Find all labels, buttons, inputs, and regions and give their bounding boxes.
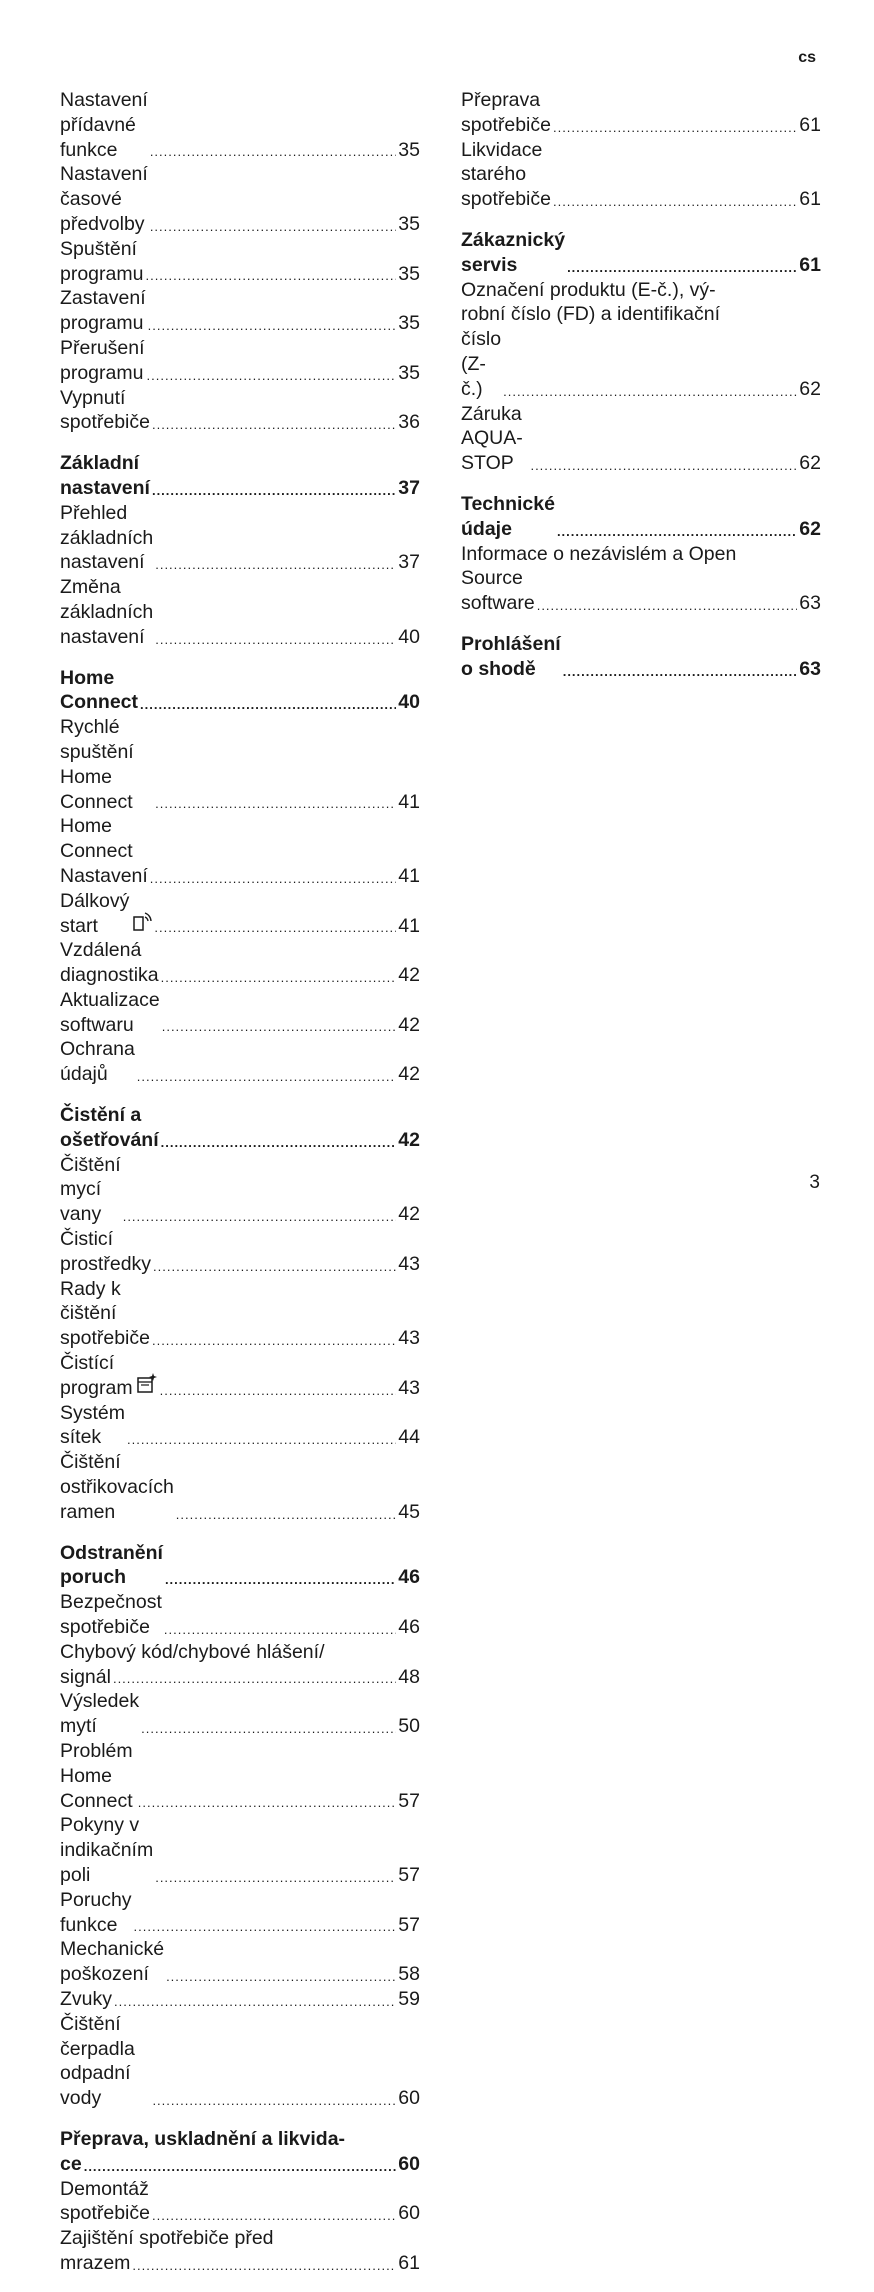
toc-page-number: 61 — [398, 2251, 420, 2274]
toc-leader-dots — [161, 1138, 397, 1148]
toc-page-number: 61 — [799, 113, 821, 136]
toc-leader-dots — [141, 1724, 396, 1734]
toc-entry-title: Zvuky — [60, 1987, 113, 2010]
toc-entry-zakaznicky-servis[interactable] — [461, 228, 821, 278]
toc-entry-title: Demontáž spotřebiče — [60, 2177, 150, 2225]
toc-entry-title: Source software — [461, 567, 535, 615]
toc-entry-zaruka-aqua-stop[interactable] — [461, 402, 821, 476]
toc-page-number: 42 — [398, 1063, 420, 1086]
toc-leader-dots — [176, 1510, 397, 1520]
toc-section — [461, 632, 821, 682]
toc-entry-title: Aktualizace softwaru — [60, 988, 160, 1036]
toc-leader-dots — [152, 486, 396, 496]
toc-entry-zakladni-nastaveni[interactable] — [60, 451, 420, 501]
toc-leader-dots — [150, 147, 396, 157]
toc-entry-title: Problém Home Connect — [60, 1740, 133, 1812]
toc-entry-title: Čištění mycí vany — [60, 1153, 121, 1226]
toc-entry-title: Změna základních nastavení — [60, 576, 154, 648]
toc-entry-title: robní číslo (FD) a identifikační — [461, 303, 721, 326]
toc-page-number: 40 — [398, 691, 420, 714]
toc-leader-dots — [138, 1798, 397, 1808]
toc-leader-dots — [155, 799, 396, 809]
toc-entry-title: Rychlé spuštění Home Connect — [60, 716, 134, 813]
toc-leader-dots — [563, 667, 798, 677]
toc-entry-ochrana-udaju[interactable] — [60, 1037, 420, 1087]
toc-entry-technicke-udaje[interactable] — [461, 492, 821, 542]
toc-leader-dots — [557, 527, 797, 537]
toc-entry-spusteni-programu[interactable] — [60, 237, 420, 287]
toc-page-number: 61 — [799, 253, 821, 276]
toc-page-number: 60 — [398, 2202, 420, 2225]
toc-page-number: 43 — [398, 1327, 420, 1350]
toc-entry-zvuky[interactable] — [60, 1987, 420, 2012]
toc-entry-title: Nastavení časové předvolby — [60, 163, 148, 235]
toc-entry-home-connect-nastaveni[interactable] — [60, 814, 420, 888]
toc-page-number: 57 — [398, 1863, 420, 1886]
toc-entry-title: Čistění a ošetřování — [60, 1104, 159, 1151]
toc-entry-title: Nastavení přídavné funkce — [60, 89, 148, 161]
toc-page-number: 60 — [398, 2152, 420, 2175]
remote-start-icon — [132, 912, 152, 939]
toc-entry-title: Vzdálená diagnostika — [60, 939, 159, 987]
toc-entry-title: Home Connect Nastavení — [60, 815, 148, 887]
toc-entry-system-sitek[interactable] — [60, 1401, 420, 1451]
toc-leader-dots — [152, 420, 396, 430]
toc-entry-title: Výsledek mytí — [60, 1690, 140, 1738]
toc-entry-prohlaseni-o-shode[interactable] — [461, 632, 821, 682]
toc-entry-demontaz-spotrebice[interactable] — [60, 2177, 420, 2227]
toc-leader-dots — [160, 1386, 397, 1396]
toc-entry-cisteni-myci-vany[interactable] — [60, 1153, 420, 1227]
toc-entry-title: Home Connect — [60, 666, 138, 714]
toc-page-number: 36 — [398, 411, 420, 434]
toc-section — [461, 88, 821, 212]
toc-entry-title: signál — [60, 1665, 111, 1688]
toc-leader-dots — [152, 2096, 396, 2106]
toc-entry-preprava-spotrebice[interactable] — [461, 88, 821, 138]
toc-leader-dots — [553, 123, 797, 133]
toc-entry-cisteni-ostrikovacich-ramen[interactable] — [60, 1450, 420, 1524]
toc-entry-title: Pokyny v indikačním poli — [60, 1814, 154, 1886]
toc-entry-informace-o-nezavislem-a-open-source-sof[interactable] — [461, 566, 821, 616]
toc-page-number: 62 — [799, 377, 821, 400]
toc-entry-title: Přehled základních nastavení — [60, 501, 154, 574]
toc-page-number: 46 — [398, 1616, 420, 1639]
toc-entry-title: Prohlášení o shodě — [461, 632, 561, 680]
toc-entry-title: Bezpečnost spotřebiče — [60, 1591, 162, 1639]
toc-entry-title: Čistící program — [60, 1352, 133, 1399]
language-code: cs — [798, 49, 816, 66]
toc-page-number: 42 — [398, 964, 420, 987]
toc-entry-oznaceni-produktu-e-c-vy-robni-cislo-fd-[interactable] — [461, 327, 821, 401]
toc-entry-vysledek-myti[interactable] — [60, 1689, 420, 1739]
toc-entry-dalkovy-start[interactable] — [60, 889, 420, 939]
toc-entry-title: Mechanické poškození — [60, 1938, 165, 1986]
toc-leader-dots — [127, 1435, 396, 1445]
toc-entry-aktualizace-softwaru[interactable] — [60, 988, 420, 1038]
toc-section — [461, 492, 821, 616]
toc-page-number: 45 — [398, 1500, 420, 1523]
toc-entry-rychle-spusteni-home-connect[interactable] — [60, 715, 420, 814]
toc-page-number: 44 — [398, 1426, 420, 1449]
toc-leader-dots — [150, 874, 397, 884]
toc-entry-preruseni-programu[interactable] — [60, 336, 420, 386]
toc-page-number: 40 — [398, 625, 420, 648]
toc-entry-title: Poruchy funkce — [60, 1888, 132, 1936]
toc-leader-dots — [152, 2211, 396, 2221]
toc-entry-poruchy-funkce[interactable] — [60, 1888, 420, 1938]
page-number: 3 — [809, 1172, 820, 1193]
toc-leader-dots — [153, 1262, 396, 1272]
toc-entry-title: Zastavení programu — [60, 287, 146, 335]
toc-entry-bezpecnost-spotrebice[interactable] — [60, 1590, 420, 1640]
toc-page-number: 35 — [398, 138, 420, 161]
toc-section — [60, 2127, 420, 2276]
toc-leader-dots — [166, 1972, 396, 1982]
toc-page-number: 42 — [398, 1203, 420, 1226]
toc-entry-title: mrazem — [60, 2251, 131, 2274]
toc-entry-title: Likvidace starého spotřebiče — [461, 138, 551, 211]
toc-page-number: 62 — [799, 517, 821, 540]
toc-entry-title: Přeprava, uskladnění a likvida- — [60, 2127, 346, 2150]
toc-entry-rady-k-cisteni-spotrebice[interactable] — [60, 1277, 420, 1351]
toc-entry-title: Systém sítek — [60, 1401, 126, 1449]
toc-entry-oznaceni-produktu-e-c-vy-robni-cislo-fd-[interactable] — [461, 278, 821, 303]
toc-entry-title: Informace o nezávislém a Open — [461, 542, 737, 565]
toc-leader-dots — [162, 1022, 397, 1032]
toc-leader-dots — [137, 1072, 397, 1082]
toc-entry-informace-o-nezavislem-a-open-source-sof[interactable] — [461, 542, 821, 567]
toc-page-number: 41 — [398, 864, 420, 887]
toc-entry-title: Označení produktu (E-č.), vý- — [461, 278, 716, 301]
toc-page-number: 43 — [398, 1376, 420, 1399]
toc-page-number: 58 — [398, 1963, 420, 1986]
toc-leader-dots — [148, 321, 397, 331]
toc-leader-dots — [165, 1575, 396, 1585]
toc-entry-pokyny-v-indikacnim-poli[interactable] — [60, 1813, 420, 1887]
toc-leader-dots — [155, 560, 396, 570]
toc-entry-title: Chybový kód/chybové hlášení/ — [60, 1640, 325, 1663]
toc-entry-zastaveni-programu[interactable] — [60, 286, 420, 336]
toc-entry-title: číslo (Z-č.) — [461, 328, 502, 400]
toc-leader-dots — [161, 973, 397, 983]
toc-entry-zajisteni-spotrebice-pred-mrazem[interactable] — [60, 2251, 420, 2276]
toc-page-number: 37 — [398, 476, 420, 499]
toc-page-number: 35 — [398, 212, 420, 235]
toc-entry-title: Spuštění programu — [60, 237, 144, 285]
toc-entry-title: Ochrana údajů — [60, 1038, 135, 1086]
toc-page-number: 41 — [398, 914, 420, 937]
toc-section — [60, 451, 420, 649]
toc-leader-dots — [134, 1922, 397, 1932]
toc-page-number: 48 — [398, 1665, 420, 1688]
toc-leader-dots — [155, 1873, 396, 1883]
toc-leader-dots — [567, 263, 797, 273]
toc-section — [60, 1103, 420, 1525]
toc-page-number: 42 — [398, 1128, 420, 1151]
toc-entry-cistici-prostredky[interactable] — [60, 1227, 420, 1277]
toc-leader-dots — [147, 371, 397, 381]
toc-entry-preprava-uskladneni-a-likvida-ce[interactable] — [60, 2152, 420, 2177]
toc-page-number: 57 — [398, 1789, 420, 1812]
toc-entry-title: Čištění ostřikovacích ramen — [60, 1451, 174, 1523]
toc-entry-mechanicke-poskozeni[interactable] — [60, 1937, 420, 1987]
toc-page-number: 35 — [398, 361, 420, 384]
toc-entry-title: Zákaznický servis — [461, 228, 566, 276]
toc-leader-dots — [503, 387, 797, 397]
toc-entry-cistici-program[interactable] — [60, 1351, 420, 1401]
toc-section — [60, 1541, 420, 2111]
toc-page-number: 43 — [398, 1252, 420, 1275]
toc-entry-title: Přerušení programu — [60, 336, 145, 384]
toc-entry-nastaveni-casove-predvolby[interactable] — [60, 162, 420, 236]
toc-entry-chybovy-kod-chybove-hlaseni-signal[interactable] — [60, 1665, 420, 1690]
cleaning-program-icon — [136, 1372, 158, 1401]
toc-leader-dots — [132, 2261, 396, 2271]
toc-leader-dots — [150, 222, 396, 232]
toc-page-number: 57 — [398, 1913, 420, 1936]
toc-entry-title: Dálkový start — [60, 889, 130, 937]
toc-section — [60, 666, 420, 1088]
toc-entry-problem-home-connect[interactable] — [60, 1739, 420, 1813]
toc-leader-dots — [152, 1336, 396, 1346]
toc-entry-title: Zajištění spotřebiče před — [60, 2227, 274, 2250]
toc-leader-dots — [553, 197, 797, 207]
toc-entry-title: Rady k čištění spotřebiče — [60, 1277, 150, 1350]
toc-page-number: 63 — [799, 657, 821, 680]
toc-entry-title: ce — [60, 2152, 82, 2175]
toc-leader-dots — [154, 923, 396, 933]
toc-entry-title: Čisticí prostředky — [60, 1228, 152, 1275]
toc-page-number: 35 — [398, 262, 420, 285]
toc-page-number: 50 — [398, 1715, 420, 1738]
toc-page-number: 63 — [799, 592, 821, 615]
toc-page-number: 35 — [398, 312, 420, 335]
toc-entry-title: Základní nastavení — [60, 452, 150, 499]
toc-leader-dots — [155, 635, 396, 645]
toc-entry-zajisteni-spotrebice-pred-mrazem[interactable] — [60, 2226, 420, 2251]
toc-leader-dots — [164, 1625, 396, 1635]
toc-entry-zmena-zakladnich-nastaveni[interactable] — [60, 575, 420, 649]
toc-entry-likvidace-stareho-spotrebice[interactable] — [461, 138, 821, 212]
toc-page-number: 37 — [398, 551, 420, 574]
toc-page-number: 42 — [398, 1013, 420, 1036]
toc-leader-dots — [113, 1674, 396, 1684]
toc-column-left — [60, 88, 420, 2292]
toc-entry-title: Čištění čerpadla odpadní vody — [60, 2012, 135, 2110]
toc-section — [461, 228, 821, 476]
toc-page-number: 41 — [398, 790, 420, 813]
toc-leader-dots — [140, 700, 396, 710]
toc-column-right — [461, 88, 821, 698]
toc-entry-preprava-uskladneni-a-likvida-ce[interactable] — [60, 2127, 420, 2152]
toc-entry-vzdalena-diagnostika[interactable] — [60, 938, 420, 988]
toc-entry-home-connect[interactable] — [60, 666, 420, 716]
toc-entry-title: Technické údaje — [461, 492, 555, 540]
toc-section — [60, 88, 420, 435]
toc-entry-prehled-zakladnich-nastaveni[interactable] — [60, 501, 420, 575]
toc-entry-title: Přeprava spotřebiče — [461, 89, 551, 136]
toc-entry-cisteni-a-osetrovani[interactable] — [60, 1103, 420, 1153]
toc-entry-title: Záruka AQUA-STOP — [461, 402, 523, 475]
toc-entry-nastaveni-pridavne-funkce[interactable] — [60, 88, 420, 162]
toc-page-number: 62 — [799, 452, 821, 475]
toc-page-number: 46 — [398, 1566, 420, 1589]
toc-entry-vypnuti-spotrebice[interactable] — [60, 386, 420, 436]
toc-entry-odstraneni-poruch[interactable] — [60, 1541, 420, 1591]
toc-entry-cisteni-cerpadla-odpadni-vody[interactable] — [60, 2012, 420, 2111]
toc-page-number: 60 — [398, 2087, 420, 2110]
toc-leader-dots — [114, 1997, 396, 2007]
toc-page-number: 59 — [398, 1987, 420, 2010]
toc-page-number: 61 — [799, 188, 821, 211]
toc-entry-title: Vypnutí spotřebiče — [60, 386, 150, 434]
toc-entry-title: Odstranění poruch — [60, 1541, 163, 1589]
toc-leader-dots — [84, 2162, 397, 2172]
toc-leader-dots — [123, 1212, 397, 1222]
toc-entry-chybovy-kod-chybove-hlaseni-signal[interactable] — [60, 1640, 420, 1665]
toc-entry-oznaceni-produktu-e-c-vy-robni-cislo-fd-[interactable] — [461, 302, 821, 327]
toc-leader-dots — [530, 461, 797, 471]
toc-leader-dots — [145, 271, 396, 281]
toc-leader-dots — [537, 601, 798, 611]
